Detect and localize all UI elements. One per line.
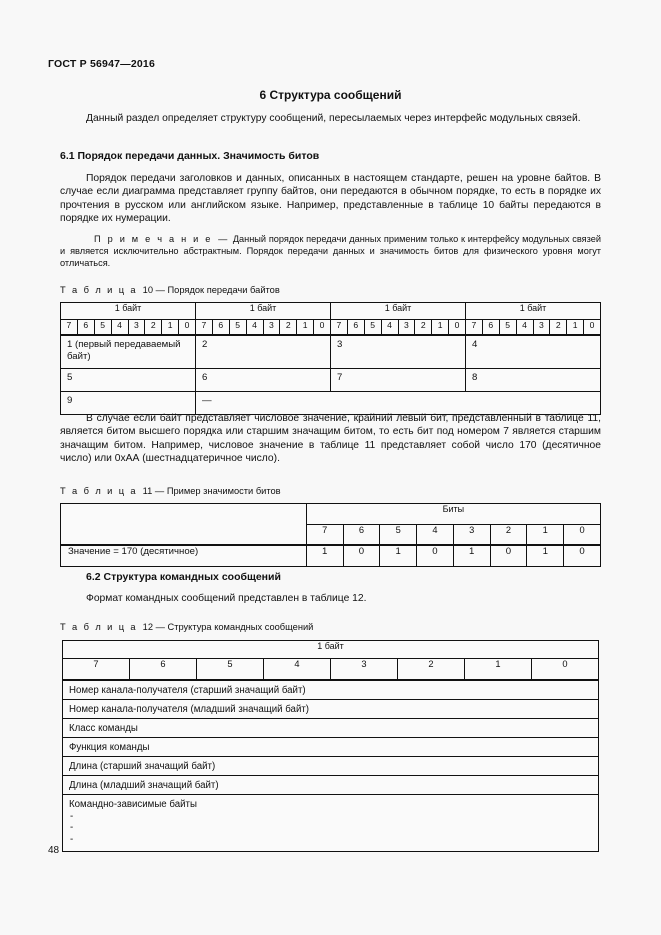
table-10-bit-number: 0 xyxy=(179,320,196,336)
table-12-field-row: Функция команды xyxy=(63,738,599,757)
table-10-caption-word: Т а б л и ц а xyxy=(60,285,138,295)
table-12-bit-number: 3 xyxy=(331,659,398,681)
table-row xyxy=(61,320,601,336)
table-10-bit-number: 0 xyxy=(449,320,466,336)
table-12-bit-number: 5 xyxy=(197,659,264,681)
table-10-bit-number: 3 xyxy=(128,320,145,336)
table-11-caption xyxy=(60,486,601,496)
table-10-bit-number: 2 xyxy=(550,320,567,336)
subsection-61-heading-block xyxy=(60,150,601,162)
table-10-cell: 5 xyxy=(61,369,196,392)
table-10-byte-header: 1 байт xyxy=(196,303,331,320)
table-10-bit-number: 3 xyxy=(398,320,415,336)
table-11-row-label: Значение = 170 (десятичное) xyxy=(61,545,307,567)
table-12-caption-title: Структура командных сообщений xyxy=(167,622,314,632)
table-11-caption-word: Т а б л и ц а xyxy=(60,486,138,496)
section-intro-paragraph: Данный раздел определяет структуру сообщений, пересылаемых через интерфейс модульных связей. xyxy=(86,113,581,124)
paragraph-after-table10-block xyxy=(60,412,601,466)
table-11-caption-dash: — xyxy=(154,486,165,496)
table-12-field-row: Длина (младший значащий байт) xyxy=(63,776,599,795)
table-10-caption-block xyxy=(60,285,601,295)
table-10-bit-number: 5 xyxy=(364,320,381,336)
table-10-bit-number: 5 xyxy=(229,320,246,336)
table-10-bit-number: 5 xyxy=(94,320,111,336)
table-10-bit-number: 4 xyxy=(516,320,533,336)
table-12-bit-number: 7 xyxy=(63,659,130,681)
subsection-61-title: 6.1 Порядок передачи данных. Значимость битов xyxy=(60,150,320,162)
table-10-bit-number: 3 xyxy=(263,320,280,336)
table-10-bit-number: 2 xyxy=(145,320,162,336)
table-10-bit-number: 7 xyxy=(61,320,78,336)
subsection-62-heading-block xyxy=(60,571,601,583)
table-row xyxy=(63,757,599,776)
table-10-bit-number: 1 xyxy=(567,320,584,336)
table-10-byte-header: 1 байт xyxy=(466,303,601,320)
note-body: Данный порядок передачи данных применим только к интерфейсу модульных связей и является исключительно абстрактным. Порядок передачи данных и значимость битов для физического уровня могут отличаться. xyxy=(60,234,601,269)
table-11-bit-number: 4 xyxy=(417,525,454,546)
table-10-cell: 2 xyxy=(196,335,331,369)
table-10-cell: — xyxy=(196,392,601,415)
section-heading-block xyxy=(60,88,601,102)
standard-reference-header: ГОСТ Р 56947—2016 xyxy=(48,58,156,70)
table-10-bit-number: 1 xyxy=(162,320,179,336)
table-12-dot-line: - xyxy=(70,833,74,845)
table-row xyxy=(63,776,599,795)
table-10-bit-number: 1 xyxy=(432,320,449,336)
table-10-bit-number: 2 xyxy=(415,320,432,336)
table-10-caption xyxy=(60,285,601,295)
table-12-command-bytes-label: Командно-зависимые байты xyxy=(69,799,197,810)
table-11-wrapper xyxy=(60,503,601,567)
table-12-caption-word: Т а б л и ц а xyxy=(60,622,138,632)
table-12-bit-number: 6 xyxy=(130,659,197,681)
table-10-cell: 8 xyxy=(466,369,601,392)
table-11-bit-value: 0 xyxy=(417,545,454,567)
table-12-field-row: Класс команды xyxy=(63,719,599,738)
table-12-field-row: Номер канала-получателя (младший значащий байт) xyxy=(63,700,599,719)
table-11-bit-value: 1 xyxy=(453,545,490,567)
table-12-dot-line: - xyxy=(70,822,74,833)
table-row xyxy=(61,545,601,567)
table-10-bit-number: 7 xyxy=(331,320,348,336)
table-11-bit-number: 3 xyxy=(453,525,490,546)
subsection-62-title: 6.2 Структура командных сообщений xyxy=(86,571,281,583)
table-12-bit-number: 1 xyxy=(465,659,532,681)
table-11-bit-value: 1 xyxy=(306,545,343,567)
table-12-bit-number: 0 xyxy=(532,659,599,681)
table-10-bit-number: 7 xyxy=(196,320,213,336)
table-10-caption-number: 10 xyxy=(142,285,154,295)
table-row xyxy=(63,680,599,700)
table-10-bit-number: 6 xyxy=(482,320,499,336)
table-10-bit-number: 6 xyxy=(77,320,94,336)
table-11-caption-block xyxy=(60,486,601,496)
table-row xyxy=(63,659,599,681)
table-11-bits-header: Биты xyxy=(306,504,600,525)
table-10-bit-number: 1 xyxy=(297,320,314,336)
page-title: 6 Структура сообщений xyxy=(259,88,402,102)
table-10-bit-number: 7 xyxy=(466,320,483,336)
table-11 xyxy=(60,503,601,567)
table-12-command-bytes-cell xyxy=(63,795,599,852)
table-12-field-row: Длина (старший значащий байт) xyxy=(63,757,599,776)
table-row xyxy=(63,738,599,757)
table-10-cell: 7 xyxy=(331,369,466,392)
table-12-bit-number: 2 xyxy=(398,659,465,681)
table-12-caption xyxy=(60,622,601,632)
table-12-byte-header: 1 байт xyxy=(63,641,599,659)
paragraph-after-table10: В случае если байт представляет числовое значение, крайний левый бит, представленный в таблице 11, является битом высшего порядка или старшим значащим битом, то есть бит под номером 7 является старшим значащим битом. Например, числовое значение в таблице 11 представляет собой число 170 (десятичное число) или 0хАА (шестнадцатеричное число). xyxy=(60,413,601,465)
table-10-bit-number: 6 xyxy=(212,320,229,336)
table-11-bit-value: 1 xyxy=(527,545,564,567)
table-row xyxy=(63,795,599,852)
table-10-caption-title: Порядок передачи байтов xyxy=(167,285,280,295)
table-10-cell: 1 (первый передаваемый байт) xyxy=(61,335,196,369)
table-row xyxy=(61,303,601,320)
table-11-caption-number: 11 xyxy=(142,486,153,496)
table-row xyxy=(61,504,601,525)
subsection-62-paragraph: Формат командных сообщений представлен в таблице 12. xyxy=(86,593,367,604)
note-dash: — xyxy=(218,234,228,244)
table-11-bit-value: 1 xyxy=(380,545,417,567)
table-10-bit-number: 2 xyxy=(280,320,297,336)
table-11-bit-value: 0 xyxy=(343,545,380,567)
table-12-caption-number: 12 xyxy=(142,622,154,632)
table-12-caption-dash: — xyxy=(155,622,165,632)
table-10-bit-number: 0 xyxy=(584,320,601,336)
table-11-bit-number: 7 xyxy=(306,525,343,546)
subsection-61-paragraph: Порядок передачи заголовков и данных, описанных в настоящем стандарте, решен на уровне байтов. В случае если диаграмма представляет группу байтов, они передаются в обычном порядке, то есть в порядке их прочтения в русском или английском языке. Например, представленные в таблице 10 байты передаются в порядке их нумерации. xyxy=(60,173,601,225)
table-12-field-row: Номер канала-получателя (старший значащий байт) xyxy=(63,680,599,700)
table-10-byte-header: 1 байт xyxy=(61,303,196,320)
table-11-bit-number: 5 xyxy=(380,525,417,546)
table-12-dot-line: - xyxy=(70,810,74,822)
table-11-bit-number: 1 xyxy=(527,525,564,546)
table-11-bit-value: 0 xyxy=(490,545,527,567)
table-10-bit-number: 4 xyxy=(111,320,128,336)
table-11-bit-number: 2 xyxy=(490,525,527,546)
note-label: П р и м е ч а н и е xyxy=(94,234,213,244)
table-10-byte-header: 1 байт xyxy=(331,303,466,320)
table-10 xyxy=(60,302,601,415)
table-10-bit-number: 5 xyxy=(499,320,516,336)
table-12 xyxy=(62,640,599,852)
table-11-bit-value: 0 xyxy=(564,545,601,567)
table-12-bit-number: 4 xyxy=(264,659,331,681)
table-11-caption-title: Пример значимости битов xyxy=(166,486,281,496)
page-number: 48 xyxy=(48,845,60,856)
table-11-bit-number: 0 xyxy=(564,525,601,546)
table-row xyxy=(61,369,601,392)
subsection-62-paragraph-block xyxy=(60,592,601,605)
subsection-61-paragraph-block xyxy=(60,172,601,226)
table-10-bit-number: 0 xyxy=(314,320,331,336)
table-10-cell: 9 xyxy=(61,392,196,415)
section-intro-block xyxy=(60,112,601,125)
table-row xyxy=(63,641,599,659)
table-10-caption-dash: — xyxy=(155,285,165,295)
table-10-cell: 4 xyxy=(466,335,601,369)
table-10-wrapper xyxy=(60,302,601,415)
table-10-bit-number: 4 xyxy=(381,320,398,336)
table-10-bit-number: 4 xyxy=(246,320,263,336)
table-12-caption-block xyxy=(60,622,601,632)
table-row xyxy=(63,700,599,719)
table-row xyxy=(63,719,599,738)
table-11-bit-number: 6 xyxy=(343,525,380,546)
table-row xyxy=(61,335,601,369)
table-10-cell: 3 xyxy=(331,335,466,369)
table-10-bit-number: 3 xyxy=(533,320,550,336)
table-10-cell: 6 xyxy=(196,369,331,392)
note-block xyxy=(60,233,601,270)
table-10-bit-number: 6 xyxy=(347,320,364,336)
table-11-corner-cell xyxy=(61,504,307,546)
table-12-wrapper xyxy=(62,640,599,852)
note-paragraph xyxy=(60,233,601,270)
